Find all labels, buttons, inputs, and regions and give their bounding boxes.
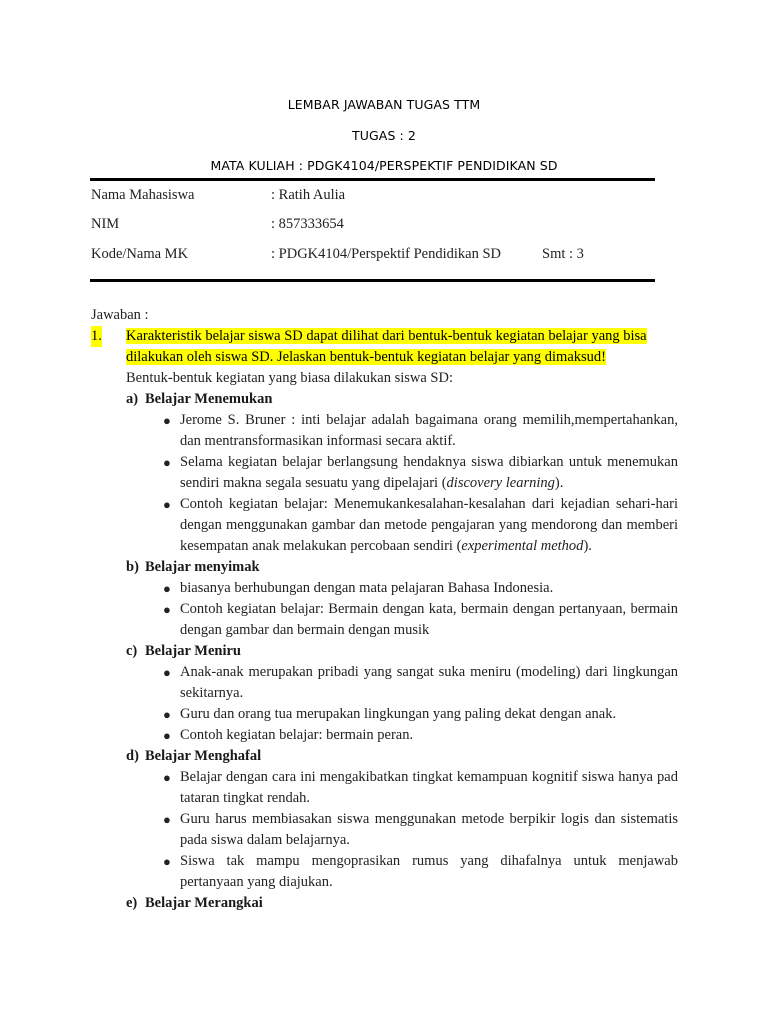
section-c-list [163,662,678,746]
list-item-italic: discovery learning [446,475,555,491]
list-item-text: Contoh kegiatan belajar: Menemukankesalahan-kesalahan dari kejadian sehari-hari dengan menggunakan gambar dan metode pengajaran yang mendorong dan memberi kesempatan anak melakukan percobaan sendiri ( [180,496,678,554]
bullet-icon: ● [163,497,171,512]
list-item-suffix: ). [583,538,592,554]
section-c-heading [126,641,678,662]
identity-label-name: Nama Mahasiswa [91,187,195,203]
section-title: Belajar Merangkai [145,895,263,911]
list-item [163,494,678,557]
list-item-text: Selama kegiatan belajar berlangsung hendaknya siswa dibiarkan untuk menemukan sendiri makna segala sesuatu yang dipelajari ( [180,454,678,491]
bottom-divider [90,279,655,282]
section-title: Belajar Meniru [145,643,241,659]
course-title: MATA KULIAH : PDGK4104/PERSPEKTIF PENDIDIKAN SD [210,158,558,173]
assignment-number: TUGAS : 2 [352,128,416,143]
list-item-text: Contoh kegiatan belajar: bermain peran. [180,727,414,743]
identity-label-course: Kode/Nama MK [91,246,189,262]
list-item-text: Jerome S. Bruner : inti belajar adalah bagaimana orang memilih,mempertahankan, dan mentransformasikan informasi secara aktif. [180,412,678,449]
section-e-heading [126,893,678,914]
section-b-list [163,578,678,641]
section-letter: e) [126,895,138,911]
section-title: Belajar menyimak [145,559,260,575]
bullet-icon: ● [163,413,171,428]
section-title: Belajar Menghafal [145,748,262,764]
section-a-list [163,410,678,557]
section-title: Belajar Menemukan [145,391,273,407]
list-item-italic: experimental method [461,538,584,554]
list-item [163,851,678,893]
bullet-icon: ● [163,455,171,470]
list-item [163,725,678,746]
bullet-icon: ● [163,770,171,785]
identity-value-name: : Ratih Aulia [271,187,346,203]
bullet-icon: ● [163,707,171,722]
list-item-text: Anak-anak merupakan pribadi yang sangat suka meniru (modeling) dari lingkungan sekitarnya. [180,664,678,701]
answer-label: Jawaban : [91,307,149,323]
list-item-text: Guru dan orang tua merupakan lingkungan yang paling dekat dengan anak. [180,706,617,722]
answer-intro: Bentuk-bentuk kegiatan yang biasa dilakukan siswa SD: [126,370,453,386]
answer-section [91,305,678,914]
list-item-text: biasanya berhubungan dengan mata pelajaran Bahasa Indonesia. [180,580,554,596]
question-text [126,326,678,368]
section-letter: b) [126,559,139,575]
list-item [163,809,678,851]
bullet-icon: ● [163,665,171,680]
list-item [163,704,678,725]
list-item-text: Siswa tak mampu mengoprasikan rumus yang dihafalnya untuk menjawab pertanyaan yang diajukan. [180,853,678,890]
section-letter: d) [126,748,139,764]
question-number: 1. [91,326,102,347]
identity-value-nim: : 857333654 [271,216,344,232]
section-b-heading [126,557,678,578]
section-d-heading [126,746,678,767]
section-d-list [163,767,678,893]
section-letter: a) [126,391,139,407]
list-item-suffix: ). [554,475,564,491]
list-item-text: Guru harus membiasakan siswa menggunakan metode berpikir logis dan sistematis pada siswa dalam belajarnya. [180,811,678,848]
list-item [163,662,678,704]
document-title: LEMBAR JAWABAN TUGAS TTM [287,97,481,112]
section-a-heading [126,389,678,410]
bullet-icon: ● [163,602,171,617]
list-item [163,410,678,452]
bullet-icon: ● [163,812,171,827]
list-item [163,599,678,641]
semester-label: Smt : 3 [542,246,584,262]
list-item-text: Belajar dengan cara ini mengakibatkan tingkat kemampuan kognitif siswa hanya pad tataran tingkat rendah. [180,769,678,806]
bullet-icon: ● [163,854,171,869]
bullet-icon: ● [163,728,171,743]
bullet-icon: ● [163,581,171,596]
identity-value-course: : PDGK4104/Perspektif Pendidikan SD [271,246,501,262]
identity-label-nim: NIM [91,216,120,232]
section-letter: c) [126,643,138,659]
list-item [163,452,678,494]
question-line-1: Karakteristik belajar siswa SD dapat dilihat dari bentuk-bentuk kegiatan belajar yang bisa [126,328,647,344]
top-divider [90,178,655,181]
question-block [91,326,678,368]
list-item [163,767,678,809]
list-item [163,578,678,599]
question-line-2: dilakukan oleh siswa SD. Jelaskan bentuk-bentuk kegiatan belajar yang dimaksud! [126,349,606,365]
list-item-text: Contoh kegiatan belajar: Bermain dengan kata, bermain dengan pertanyaan, bermain dengan gambar dan bermain dengan musik [180,601,678,638]
